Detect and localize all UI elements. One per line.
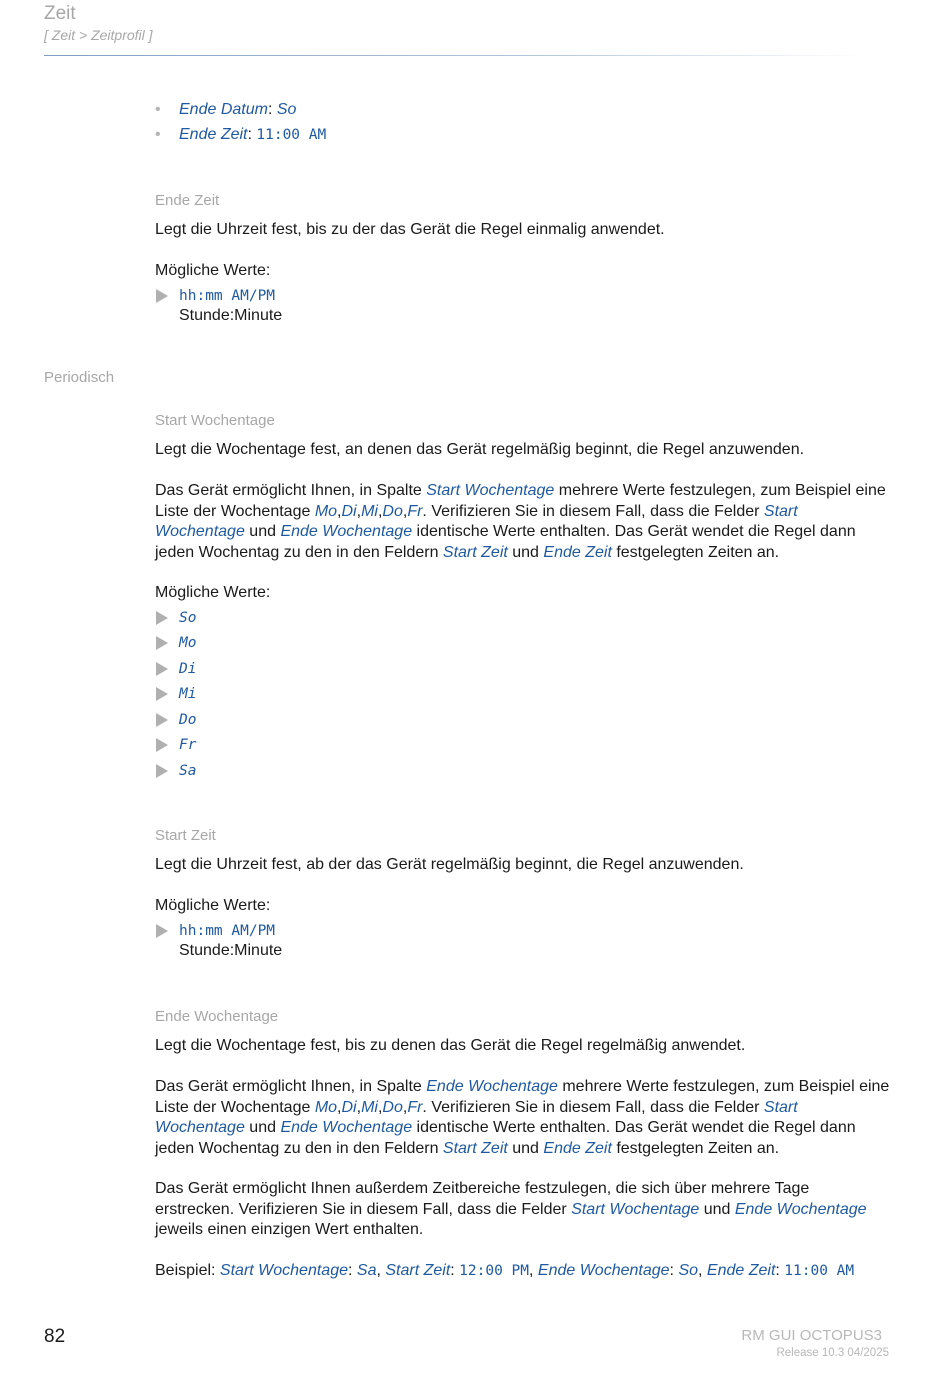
day-link[interactable]: Mi [361,1098,378,1116]
example-label: Beispiel: [155,1262,220,1279]
comma: , [377,1098,383,1116]
weekday-value: Mo [179,635,197,651]
day-link[interactable]: Di [341,1098,357,1116]
separator: : [267,101,277,118]
day-link[interactable]: Di [341,502,357,520]
comma: , [356,1098,362,1116]
separator: , [376,1262,386,1279]
section-heading-start-wochentage: Start Wochentage [155,412,275,429]
day-link[interactable]: Fr [407,1098,423,1116]
value-item [179,736,196,754]
separator: : [450,1262,460,1279]
separator: : [247,126,257,143]
example-value: So [678,1262,699,1279]
text: jeweils einen einzigen Wert enthalten. [155,1221,424,1238]
text: und [699,1200,735,1218]
list-item [179,126,326,144]
section-heading-ende-wochentage: Ende Wochentage [155,1008,279,1025]
link-ende-zeit[interactable]: Ende Zeit [543,1139,612,1157]
text: und [507,1139,544,1157]
link-start-wochentage[interactable]: Start Wochentage [155,1098,798,1136]
triangle-right-icon [156,662,168,676]
start-zeit-description: Legt die Uhrzeit fest, ab der das Gerät regelmäßig beginnt, die Regel anzuwenden. [155,856,744,873]
link-ende-wochentage[interactable]: Ende Wochentage [734,1200,867,1218]
day-link[interactable]: Do [382,1098,403,1116]
day-link[interactable]: Fr [407,502,423,520]
page-number: 82 [44,1326,66,1347]
link-ende-wochentage[interactable]: Ende Wochentage [537,1262,670,1279]
value-ende-zeit: 11:00 AM [256,127,327,143]
text: . Verifizieren Sie in diesem Fall, dass die Felder [422,1098,764,1116]
value-item [179,685,196,703]
text: mehrere Werte festzulegen, zum Beispiel eine Liste der Wochentage [155,482,886,520]
example-value: 11:00 AM [784,1263,855,1279]
link-start-wochentage[interactable]: Start Wochentage [219,1262,348,1279]
weekday-value: So [179,610,197,626]
link-start-zeit[interactable]: Start Zeit [385,1262,451,1279]
ende-zeit-description: Legt die Uhrzeit fest, bis zu der das Gerät die Regel einmalig anwendet. [155,221,665,238]
header-title: Zeit [44,3,76,24]
text: und [244,523,281,540]
value-item [179,711,196,729]
day-link[interactable]: Mi [361,502,378,520]
link-start-zeit[interactable]: Start Zeit [442,1139,508,1157]
comma: , [337,1098,342,1116]
comma: , [356,502,362,520]
link-ende-wochentage[interactable]: Ende Wochentage [280,523,413,540]
link-start-wochentage[interactable]: Start Wochentage [155,502,798,540]
start-wochentage-paragraph [155,481,890,563]
comma: , [377,502,383,520]
weekday-value: Do [179,712,197,728]
value-item [179,762,196,780]
link-start-zeit[interactable]: Start Zeit [442,543,508,561]
comma: , [337,502,342,520]
text: identische Werte enthalten. Das Gerät wendet die Regel dann jeden Wochentag zu den in den Feldern [155,523,856,561]
triangle-right-icon [156,636,168,650]
weekday-value: Di [179,661,197,677]
day-link[interactable]: Mo [314,1098,338,1116]
text: festgelegten Zeiten an. [611,1139,780,1157]
values-label: Mögliche Werte: [155,262,271,279]
section-heading-periodisch: Periodisch [44,369,115,386]
link-ende-datum[interactable]: Ende Datum [179,101,268,118]
breadcrumb: [ Zeit > Zeitprofil ] [44,27,153,43]
value-format-code: hh:mm AM/PM [179,288,276,304]
value-format [179,922,275,940]
comma: , [402,1098,408,1116]
values-label: Mögliche Werte: [155,584,271,601]
value-item [179,609,196,627]
value-ende-datum: So [276,101,297,118]
text: festgelegten Zeiten an. [611,543,780,561]
value-format [179,287,275,305]
text: Das Gerät ermöglicht Ihnen, in Spalte [155,482,427,499]
text: und [244,1119,281,1136]
text: . Verifizieren Sie in diesem Fall, dass die Felder [422,502,764,520]
section-heading-start-zeit: Start Zeit [155,827,216,844]
value-item [179,660,196,678]
triangle-right-icon [156,764,168,778]
separator: : [348,1262,357,1279]
link-ende-zeit[interactable]: Ende Zeit [706,1262,776,1279]
value-item [179,634,196,652]
release-info: Release 10.3 04/2025 [776,1347,889,1359]
link-ende-wochentage[interactable]: Ende Wochentage [280,1119,413,1136]
separator: : [669,1262,679,1279]
value-description: Stunde:Minute [179,307,283,324]
start-wochentage-description: Legt die Wochentage fest, an denen das Gerät regelmäßig beginnt, die Regel anzuwenden. [155,441,805,458]
triangle-right-icon [156,289,168,303]
separator: : [775,1262,785,1279]
values-label: Mögliche Werte: [155,897,271,914]
link-ende-zeit[interactable]: Ende Zeit [179,126,248,143]
day-link[interactable]: Do [382,502,403,520]
triangle-right-icon [156,611,168,625]
separator: , [529,1262,538,1279]
ende-wochentage-description: Legt die Wochentage fest, bis zu denen das Gerät die Regel regelmäßig anwendet. [155,1037,746,1054]
list-item [179,101,296,119]
text: mehrere Werte festzulegen, zum Beispiel eine Liste der Wochentage [155,1078,890,1116]
link-ende-wochentage[interactable]: Ende Wochentage [426,1078,558,1095]
weekday-value: Mi [179,686,197,702]
link-ende-zeit[interactable]: Ende Zeit [543,543,612,561]
ende-wochentage-paragraph-2 [155,1179,890,1241]
separator: , [698,1262,707,1279]
example-value: Sa [356,1262,377,1279]
text: und [507,543,544,561]
header-divider [44,55,864,56]
text: identische Werte enthalten. Das Gerät wendet die Regel dann jeden Wochentag zu den in den Feldern [155,1119,856,1157]
value-format-code: hh:mm AM/PM [179,923,276,939]
example-line [155,1261,890,1282]
section-heading-ende-zeit: Ende Zeit [155,192,220,209]
triangle-right-icon [156,713,168,727]
weekday-value: Sa [179,763,197,779]
example-value: 12:00 PM [459,1263,529,1279]
bullet-dot-icon: • [155,126,161,143]
product-name: RM GUI OCTOPUS3 [741,1327,882,1344]
day-link[interactable]: Mo [314,502,338,520]
ende-wochentage-paragraph [155,1077,890,1159]
value-description: Stunde:Minute [179,942,283,959]
triangle-right-icon [156,924,168,938]
triangle-right-icon [156,687,168,701]
weekday-value: Fr [179,737,197,753]
text: Das Gerät ermöglicht Ihnen außerdem Zeitbereiche festzulegen, die sich über mehrere Tage erstrecken. Verifizieren Sie in diesem Fall, dass die Felder [155,1180,810,1218]
bullet-dot-icon: • [155,101,161,118]
link-start-wochentage[interactable]: Start Wochentage [571,1200,700,1218]
link-start-wochentage[interactable]: Start Wochentage [426,482,555,499]
text: Das Gerät ermöglicht Ihnen, in Spalte [155,1078,427,1095]
triangle-right-icon [156,738,168,752]
comma: , [402,502,408,520]
